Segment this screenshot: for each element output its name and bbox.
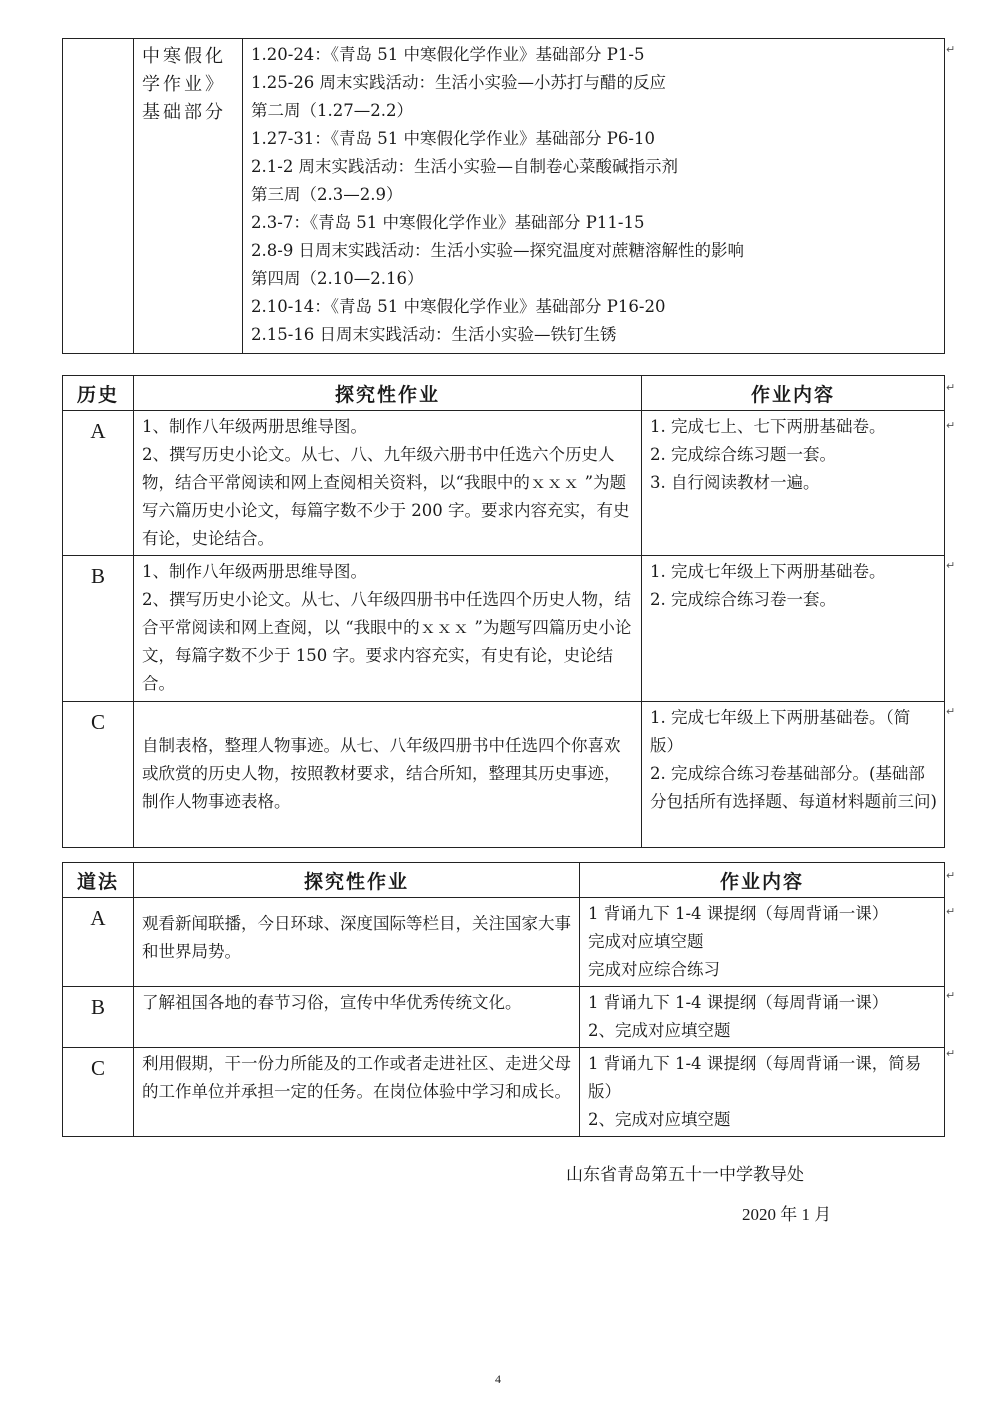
law-table <box>62 862 945 1137</box>
schedule-line: 第二周（1.27—2.2） <box>251 101 413 120</box>
schedule-line: 2.10-14：《青岛 51 中寒假化学作业》基础部分 P16-20 <box>251 297 666 316</box>
footer-date: 2020 年 1 月 <box>742 1205 832 1224</box>
chemistry-schedule <box>243 39 945 354</box>
row-end-mark: ↵ <box>946 705 956 718</box>
schedule-line: 2.15-16 日周末实践活动：生活小实验—铁钉生锈 <box>251 325 617 344</box>
chemistry-table <box>62 38 945 354</box>
history-table <box>62 375 945 848</box>
history-explore-c: 自制表格，整理人物事迹。从七、八年级四册书中任选四个你喜欢或欣赏的历史人物，按照教材要求，结合所知，整理其历史事迹，制作人物事迹表格。 <box>134 702 642 848</box>
history-content-c: 1. 完成七年级上下两册基础卷。（简版） 2. 完成综合练习卷基础部分。(基础部分包括所有选择题、每道材料题前三问) <box>642 702 945 848</box>
law-level-c: C <box>63 1048 134 1137</box>
history-explore-b: 1、制作八年级两册思维导图。 2、撰写历史小论文。从七、八年级四册书中任选四个历史人物，结合平常阅读和网上查阅，以 “我眼中的ｘｘｘ ”为题写四篇历史小论文，每篇字数不少于 150 字。要求内容充实，有史有论，史论结合。 <box>134 556 642 702</box>
page-number: 4 <box>495 1372 501 1386</box>
schedule-line: 第四周（2.10—2.16） <box>251 269 424 288</box>
law-content-c: 1 背诵九下 1-4 课提纲（每周背诵一课，简易版） 2、完成对应填空题 <box>580 1048 945 1137</box>
row-end-mark: ↵ <box>946 559 956 572</box>
history-explore-a: 1、制作八年级两册思维导图。 2、撰写历史小论文。从七、八、九年级六册书中任选六个历史人物，结合平常阅读和网上查阅相关资料，以“我眼中的ｘｘｘ ”为题写六篇历史小论文，每篇字数不少于 200 字。要求内容充实，有史有论，史论结合。 <box>134 411 642 556</box>
row-end-mark: ↵ <box>946 869 956 882</box>
footer-org: 山东省青岛第五十一中学教导处 <box>566 1165 804 1184</box>
chemistry-empty-cell <box>63 39 134 354</box>
schedule-line: 2.8-9 日周末实践活动：生活小实验—探究温度对蔗糖溶解性的影响 <box>251 241 745 260</box>
law-subject-header: 道法 <box>63 863 134 898</box>
law-content-a: 1 背诵九下 1-4 课提纲（每周背诵一课） 完成对应填空题 完成对应综合练习 <box>580 898 945 987</box>
schedule-line: 2.3-7：《青岛 51 中寒假化学作业》基础部分 P11-15 <box>251 213 645 232</box>
history-content-header: 作业内容 <box>642 376 945 411</box>
schedule-line: 1.27-31：《青岛 51 中寒假化学作业》基础部分 P6-10 <box>251 129 655 148</box>
schedule-line: 1.25-26 周末实践活动：生活小实验—小苏打与醋的反应 <box>251 73 667 92</box>
schedule-line: 1.20-24：《青岛 51 中寒假化学作业》基础部分 P1-5 <box>251 45 645 64</box>
history-level-c: C <box>63 702 134 848</box>
law-explore-header: 探究性作业 <box>134 863 580 898</box>
law-level-b: B <box>63 987 134 1048</box>
row-end-mark: ↵ <box>946 905 956 918</box>
history-level-a: A <box>63 411 134 556</box>
law-level-a: A <box>63 898 134 987</box>
schedule-line: 第三周（2.3—2.9） <box>251 185 403 204</box>
row-end-mark: ↵ <box>946 381 956 394</box>
history-level-b: B <box>63 556 134 702</box>
history-content-b: 1. 完成七年级上下两册基础卷。 2. 完成综合练习卷一套。 <box>642 556 945 702</box>
schedule-line: 2.1-2 周末实践活动：生活小实验—自制卷心菜酸碱指示剂 <box>251 157 679 176</box>
row-end-mark: ↵ <box>946 419 956 432</box>
history-content-a: 1. 完成七上、七下两册基础卷。 2. 完成综合练习题一套。 3. 自行阅读教材一遍。 <box>642 411 945 556</box>
chemistry-subject-label: 中寒假化学作业》基础部分 <box>134 39 243 354</box>
row-end-mark: ↵ <box>946 989 956 1002</box>
law-content-header: 作业内容 <box>580 863 945 898</box>
law-explore-b: 了解祖国各地的春节习俗，宣传中华优秀传统文化。 <box>134 987 580 1048</box>
law-content-b: 1 背诵九下 1-4 课提纲（每周背诵一课） 2、完成对应填空题 <box>580 987 945 1048</box>
history-explore-header: 探究性作业 <box>134 376 642 411</box>
law-explore-c: 利用假期，干一份力所能及的工作或者走进社区、走进父母的工作单位并承担一定的任务。在岗位体验中学习和成长。 <box>134 1048 580 1137</box>
row-end-mark: ↵ <box>946 43 956 56</box>
law-explore-a: 观看新闻联播，今日环球、深度国际等栏目，关注国家大事和世界局势。 <box>134 898 580 987</box>
row-end-mark: ↵ <box>946 1047 956 1060</box>
history-subject-header: 历史 <box>63 376 134 411</box>
